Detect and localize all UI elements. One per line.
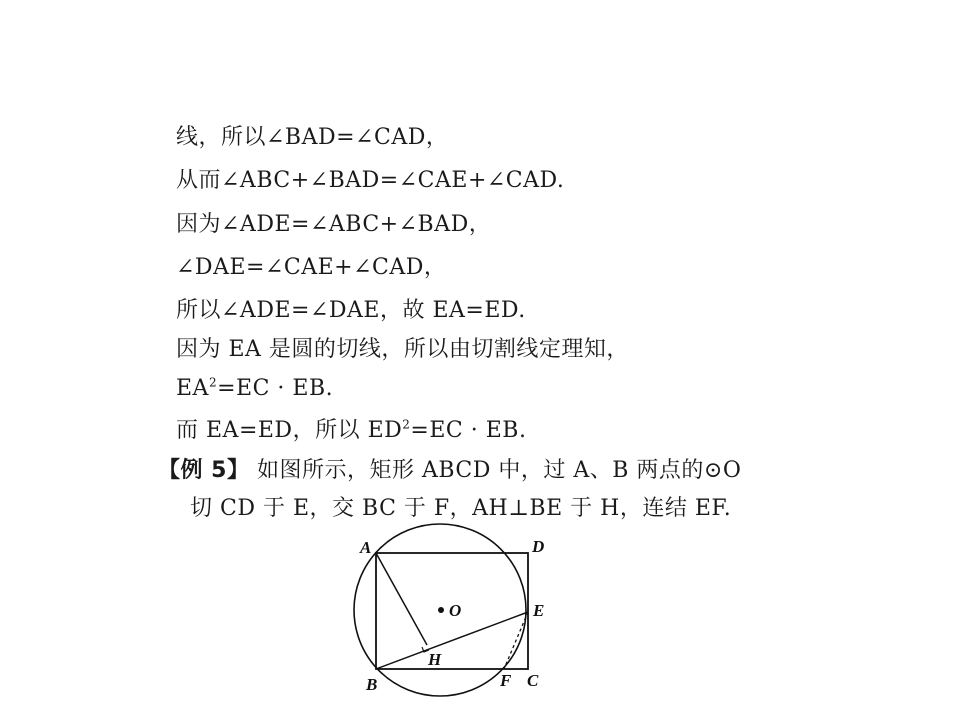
proof-line-6: 因为 EA 是圆的切线，所以由切割线定理知， xyxy=(176,337,629,362)
proof-line-7-rest: =EC · EB. xyxy=(217,376,334,401)
proof-line-8-base: 而 EA=ED，所以 ED xyxy=(176,418,403,443)
example-text-1: 如图所示，矩形 ABCD 中，过 A、B 两点的⊙O xyxy=(256,458,742,483)
segment-be xyxy=(376,612,528,669)
label-f: F xyxy=(500,671,512,690)
label-d: D xyxy=(532,537,545,556)
example-text-2: 切 CD 于 E，交 BC 于 F，AH⊥BE 于 H，连结 EF. xyxy=(190,496,732,521)
label-e: E xyxy=(533,601,545,620)
proof-line-7-exponent: 2 xyxy=(208,375,218,390)
label-h: H xyxy=(428,650,442,669)
segment-ef-dashed xyxy=(504,612,528,669)
label-a: A xyxy=(360,538,372,557)
proof-line-1: 线，所以∠BAD=∠CAD， xyxy=(176,125,449,150)
proof-line-5: 所以∠ADE=∠DAE，故 EA=ED. xyxy=(176,298,526,323)
proof-line-3: 因为∠ADE=∠ABC+∠BAD， xyxy=(176,212,492,237)
proof-line-8-rest: =EC · EB. xyxy=(410,418,527,443)
example-tag: 【例 5】 xyxy=(158,458,250,483)
label-c: C xyxy=(527,671,539,690)
proof-line-2: 从而∠ABC+∠BAD=∠CAE+∠CAD. xyxy=(176,168,565,193)
label-o: O xyxy=(449,601,462,620)
center-dot xyxy=(438,607,444,613)
segment-ah xyxy=(376,553,427,645)
label-b: B xyxy=(366,675,378,694)
proof-line-4: ∠DAE=∠CAE+∠CAD， xyxy=(176,255,447,280)
proof-line-8-exponent: 2 xyxy=(402,417,411,432)
proof-line-7-base: EA xyxy=(176,376,209,401)
